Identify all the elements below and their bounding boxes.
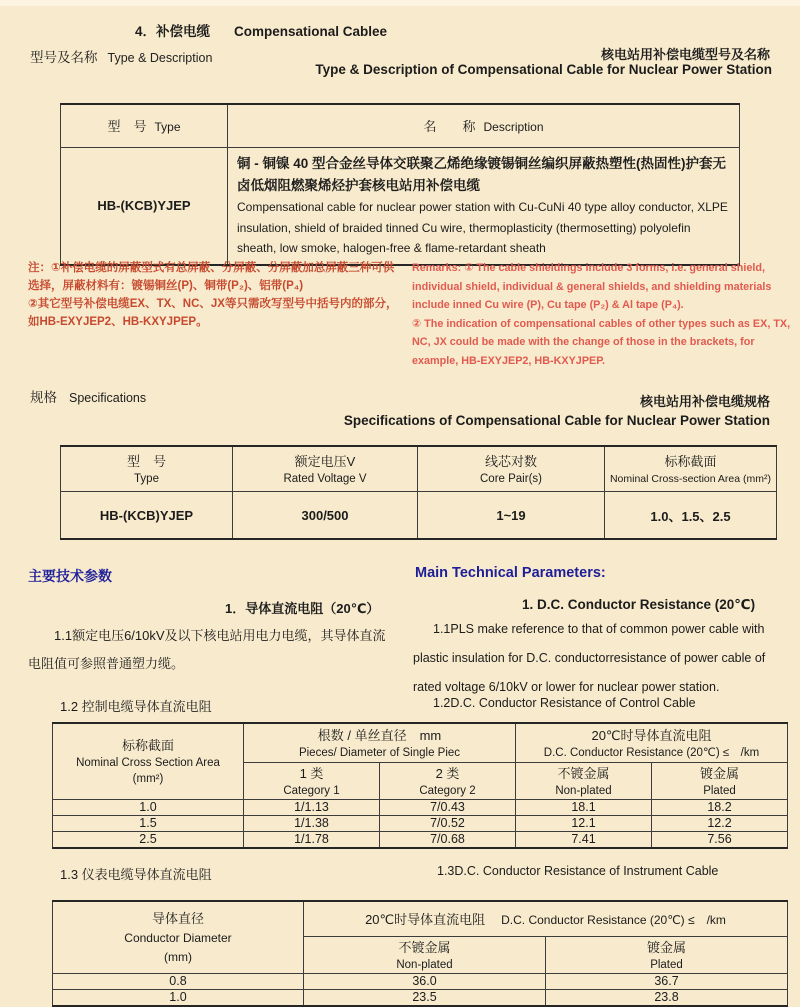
header-cell-category1 — [244, 763, 380, 800]
header-group-pieces-diameter — [244, 723, 516, 763]
spec-table — [60, 445, 777, 540]
remark-en-1: Remarks: ① The cable shieldings include 3 forms, i.e. general shield, individual shield, individual & general shields, and shielding materials include inned Cu wire (P), Cu tape (P₂) & Al tape (P₄). — [412, 262, 772, 311]
spec-label-zh: 规格 — [30, 390, 57, 405]
it-group-en: D.C. Conductor Resistance (20℃) ≤ /km — [501, 913, 726, 927]
cell-cross-section: 1.0、1.5、2.5 — [605, 492, 777, 540]
description-zh: 铜 - 铜镍 40 型合金丝导体交联聚乙烯绝缘镀锡铜丝编织屏蔽热塑性(热固性)护套无卤低烟阻燃聚烯烃护套核电站用补偿电缆 — [237, 156, 727, 193]
header-cell-non-plated — [516, 763, 652, 800]
tech-params-title-zh: 主要技术参数 — [28, 568, 112, 584]
item1-heading-zh: 1．导体直流电阻（20℃） — [225, 601, 380, 616]
header-cell-voltage — [233, 446, 418, 492]
type-description-table — [60, 103, 740, 266]
cell-value: 2.5 — [53, 832, 244, 849]
header-cell-conductor-diameter — [53, 901, 304, 974]
cell-value: 1/1.78 — [244, 832, 380, 849]
para-1-1-en: 1.1PLS make reference to that of common power cable with plastic insulation for D.C. conductorresistance of power cable of rated voltage 6/10kV or lower for nuclear power station. — [413, 622, 766, 694]
cell-value: 1.0 — [53, 800, 244, 816]
spec-h2-zh: 额定电压V — [294, 453, 356, 469]
type-description-label-en: Type & Description — [107, 51, 213, 65]
cell-value: 7/0.43 — [380, 800, 516, 816]
spec-h4-en: Nominal Cross-section Area (mm²) — [609, 472, 772, 485]
header-cell-core-pairs — [418, 446, 605, 492]
ct-sub4-en: Plated — [703, 784, 736, 797]
cell-value: 7/0.52 — [380, 816, 516, 832]
cell-value: 36.0 — [304, 974, 546, 990]
header-cell-plated — [652, 763, 788, 800]
it-col1-unit: (mm) — [164, 950, 192, 964]
item1-3-heading-en: 1.3D.C. Conductor Resistance of Instrument Cable — [437, 864, 719, 878]
remarks-en-block — [412, 259, 794, 370]
table-row — [53, 974, 788, 990]
cell-description-value — [228, 148, 740, 265]
section-title — [135, 20, 387, 40]
it-col1-zh: 导体直径 — [151, 911, 204, 926]
type-description-label-zh: 型号及名称 — [30, 50, 98, 65]
cell-value: 18.1 — [516, 800, 652, 816]
item1-2-heading-en: 1.2D.C. Conductor Resistance of Control Cable — [433, 696, 696, 710]
header-type-en: Type — [154, 120, 181, 134]
table-row — [61, 148, 740, 265]
ct-sub3-zh: 不镀金属 — [557, 765, 610, 781]
ct-col1-en: Nominal Cross Section Area — [76, 756, 220, 769]
ct-group2-en: D.C. Conductor Resistance (20℃) ≤ /km — [543, 746, 760, 759]
spec-label-en: Specifications — [69, 391, 147, 405]
cell-value: 1.0 — [53, 990, 304, 1007]
header-cell-plated — [546, 937, 788, 974]
table-row — [53, 800, 788, 816]
cell-value: 7/0.68 — [380, 832, 516, 849]
item1-2-heading-zh: 1.2 控制电缆导体直流电阻 — [60, 699, 212, 714]
cell-core-pairs: 1~19 — [418, 492, 605, 540]
spec-subtitle-en: Specifications of Compensational Cable for Nuclear Power Station — [343, 413, 770, 428]
spec-h1-zh: 型 号 — [126, 453, 166, 469]
control-cable-table — [52, 722, 788, 849]
header-group-dc-resistance — [516, 723, 788, 763]
table-header-row — [61, 104, 740, 148]
cell-value: 0.8 — [53, 974, 304, 990]
table-row — [61, 492, 777, 540]
it-sub1-en: Non-plated — [396, 958, 453, 971]
cell-voltage: 300/500 — [233, 492, 418, 540]
ct-sub4-zh: 镀金属 — [699, 765, 739, 781]
ct-group1-en: Pieces/ Diameter of Single Piec — [298, 746, 461, 759]
spec-h1-en: Type — [134, 472, 159, 485]
cell-value: 36.7 — [546, 974, 788, 990]
table-header-row — [61, 446, 777, 492]
ct-sub1-en: Category 1 — [283, 784, 340, 797]
cell-value: 7.56 — [652, 832, 788, 849]
ct-group1-zh: 根数 / 单丝直径 mm — [317, 727, 442, 743]
item1-heading-en: 1. D.C. Conductor Resistance (20℃) — [522, 597, 756, 612]
table-row — [53, 990, 788, 1007]
it-group-zh: 20℃时导体直流电阻 — [365, 912, 486, 927]
page-subtitle-en: Type & Description of Compensational Cable for Nuclear Power Station — [315, 62, 772, 77]
page-top-edge — [0, 0, 800, 6]
spec-h3-en: Core Pair(s) — [480, 472, 542, 485]
description-en: Compensational cable for nuclear power station with Cu-CuNi 40 type alloy conductor, XLPE insulation, shield of braided tinned Cu wire, thermoplasticity (thermosetting) polyolefin sheath, low smoke, halogen-free & flame-retardant sheath — [237, 200, 728, 255]
table-header-row — [53, 723, 788, 763]
ct-col1-unit: (mm²) — [132, 772, 164, 785]
header-cell-cross-section — [53, 723, 244, 800]
page-subtitle-zh: 核电站用补偿电缆型号及名称 — [600, 47, 770, 62]
cell-type: HB-(KCB)YJEP — [61, 492, 233, 540]
cell-value: 12.2 — [652, 816, 788, 832]
cell-value: 1/1.13 — [244, 800, 380, 816]
remark-en-2: ② The indication of compensational cables of other types such as EX, TX, NC, JX could be made with the change of those in the brackets, for example, HB-EXYJEP2, HB-KXYJPEP. — [412, 317, 791, 367]
instrument-cable-table — [52, 900, 788, 1007]
cell-value: 12.1 — [516, 816, 652, 832]
it-sub2-zh: 镀金属 — [646, 939, 686, 955]
spec-h2-en: Rated Voltage V — [283, 472, 367, 485]
cell-value: 1.5 — [53, 816, 244, 832]
header-cell-type — [61, 104, 228, 148]
cell-value: 23.5 — [304, 990, 546, 1007]
header-cell-type — [61, 446, 233, 492]
spec-section-label — [30, 386, 146, 407]
header-type-zh: 型 号 — [107, 119, 147, 134]
cell-value: 7.41 — [516, 832, 652, 849]
note-zh-2: ②其它型号补偿电缆EX、TX、NC、JX等只需改写型号中括号内的部分，如HB-EXYJEP2、HB-KXYJPEP。 — [28, 298, 398, 328]
cell-value: 18.2 — [652, 800, 788, 816]
header-desc-zh: 名 称 — [423, 119, 476, 134]
ct-col1-zh: 标称截面 — [121, 737, 174, 753]
ct-sub2-en: Category 2 — [419, 784, 476, 797]
table-row — [53, 832, 788, 849]
ct-sub3-en: Non-plated — [555, 784, 612, 797]
header-cell-description — [228, 104, 740, 148]
table-row — [53, 816, 788, 832]
it-col1-en: Conductor Diameter — [124, 931, 232, 945]
header-cell-cross-section — [605, 446, 777, 492]
section-title-en: Compensational Cablee — [234, 24, 388, 39]
tech-params-title-en: Main Technical Parameters: — [415, 565, 606, 581]
cell-value: 23.8 — [546, 990, 788, 1007]
it-sub2-en: Plated — [650, 958, 683, 971]
header-cell-category2 — [380, 763, 516, 800]
it-sub1-zh: 不镀金属 — [398, 939, 451, 955]
cell-type-value: HB-(KCB)YJEP — [61, 148, 228, 265]
type-description-label — [30, 46, 212, 67]
ct-group2-zh: 20℃时导体直流电阻 — [591, 727, 712, 743]
notes-zh-block — [28, 259, 400, 331]
item1-3-heading-zh: 1.3 仪表电缆导体直流电阻 — [60, 867, 212, 882]
header-group-dc-resistance — [304, 901, 788, 937]
spec-subtitle-zh: 核电站用补偿电缆规格 — [639, 394, 770, 409]
cell-value: 1/1.38 — [244, 816, 380, 832]
section-title-zh: 4．补偿电缆 — [135, 24, 211, 39]
ct-sub2-zh: 2 类 — [435, 765, 460, 781]
table-header-row — [53, 901, 788, 937]
para-1-1-zh: 1.1额定电压6/10kV及以下核电站用电力电缆，其导体直流电阻值可参照普通塑力缆。 — [28, 628, 386, 671]
spec-h4-zh: 标称截面 — [664, 453, 717, 469]
note-zh-1: 注：①补偿电缆的屏蔽型式有总屏蔽、分屏蔽、分屏蔽加总屏蔽三种可供选择，屏蔽材料有：镀锡铜丝(P)、铜带(P₂)、铝带(P₄) — [28, 262, 395, 292]
ct-sub1-zh: 1 类 — [299, 765, 324, 781]
spec-h3-zh: 线芯对数 — [484, 453, 537, 469]
header-cell-non-plated — [304, 937, 546, 974]
header-desc-en: Description — [483, 120, 544, 134]
